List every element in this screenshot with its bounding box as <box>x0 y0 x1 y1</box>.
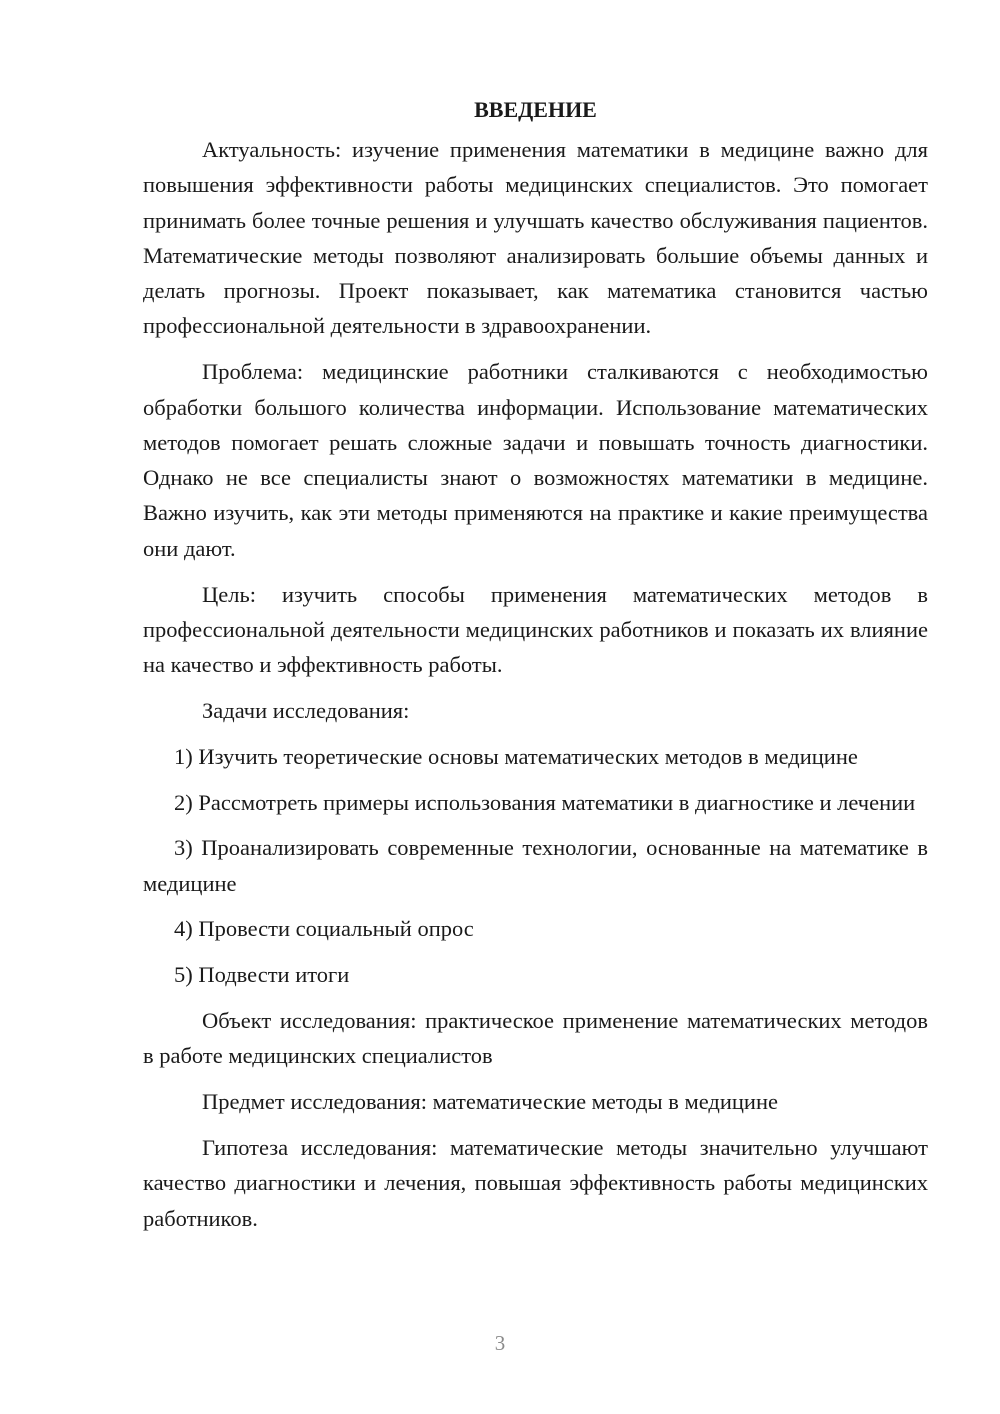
hypothesis-paragraph: Гипотеза исследования: математические методы значительно улучшают качество диагностики и лечения, повышая эффективность работы медицинских работников. <box>143 1134 928 1231</box>
task-item-5: 5) Подвести итоги <box>174 962 350 988</box>
page-number: 3 <box>494 1331 506 1355</box>
document-page <box>143 92 928 1246</box>
task-item-2: 2) Рассмотреть примеры использования математики в диагностике и лечении <box>174 789 916 815</box>
tasks-heading: Задачи исследования: <box>202 697 410 723</box>
subject-paragraph: Предмет исследования: математические методы в медицине <box>202 1089 779 1115</box>
task-item-3: 3) Проанализировать современные технологии, основанные на математике в медицине <box>143 835 928 896</box>
task-item-1: 1) Изучить теоретические основы математических методов в медицине <box>174 743 858 769</box>
section-title: ВВЕДЕНИЕ <box>474 97 597 122</box>
problem-paragraph: Проблема: медицинские работники сталкиваются с необходимостью обработки большого количества информации. Использование математических методов помогает решать сложные задачи и повышать точность диагностики. Однако не все специалисты знают о возможностях математики в медицине. Важно изучить, как эти методы применяются на практике и какие преимущества они дают. <box>143 359 928 561</box>
relevance-paragraph: Актуальность: изучение применения математики в медицине важно для повышения эффективности работы медицинских специалистов. Это помогает принимать более точные решения и улучшать качество обслуживания пациентов. Математические методы позволяют анализировать большие объемы данных и делать прогнозы. Проект показывает, как математика становится частью профессиональной деятельности в здравоохранении. <box>143 137 928 339</box>
task-item-4: 4) Провести социальный опрос <box>174 916 474 942</box>
object-paragraph: Объект исследования: практическое применение математических методов в работе медицинских специалистов <box>143 1008 928 1069</box>
goal-paragraph: Цель: изучить способы применения математических методов в профессиональной деятельности медицинских работников и показать их влияние на качество и эффективность работы. <box>143 581 928 678</box>
